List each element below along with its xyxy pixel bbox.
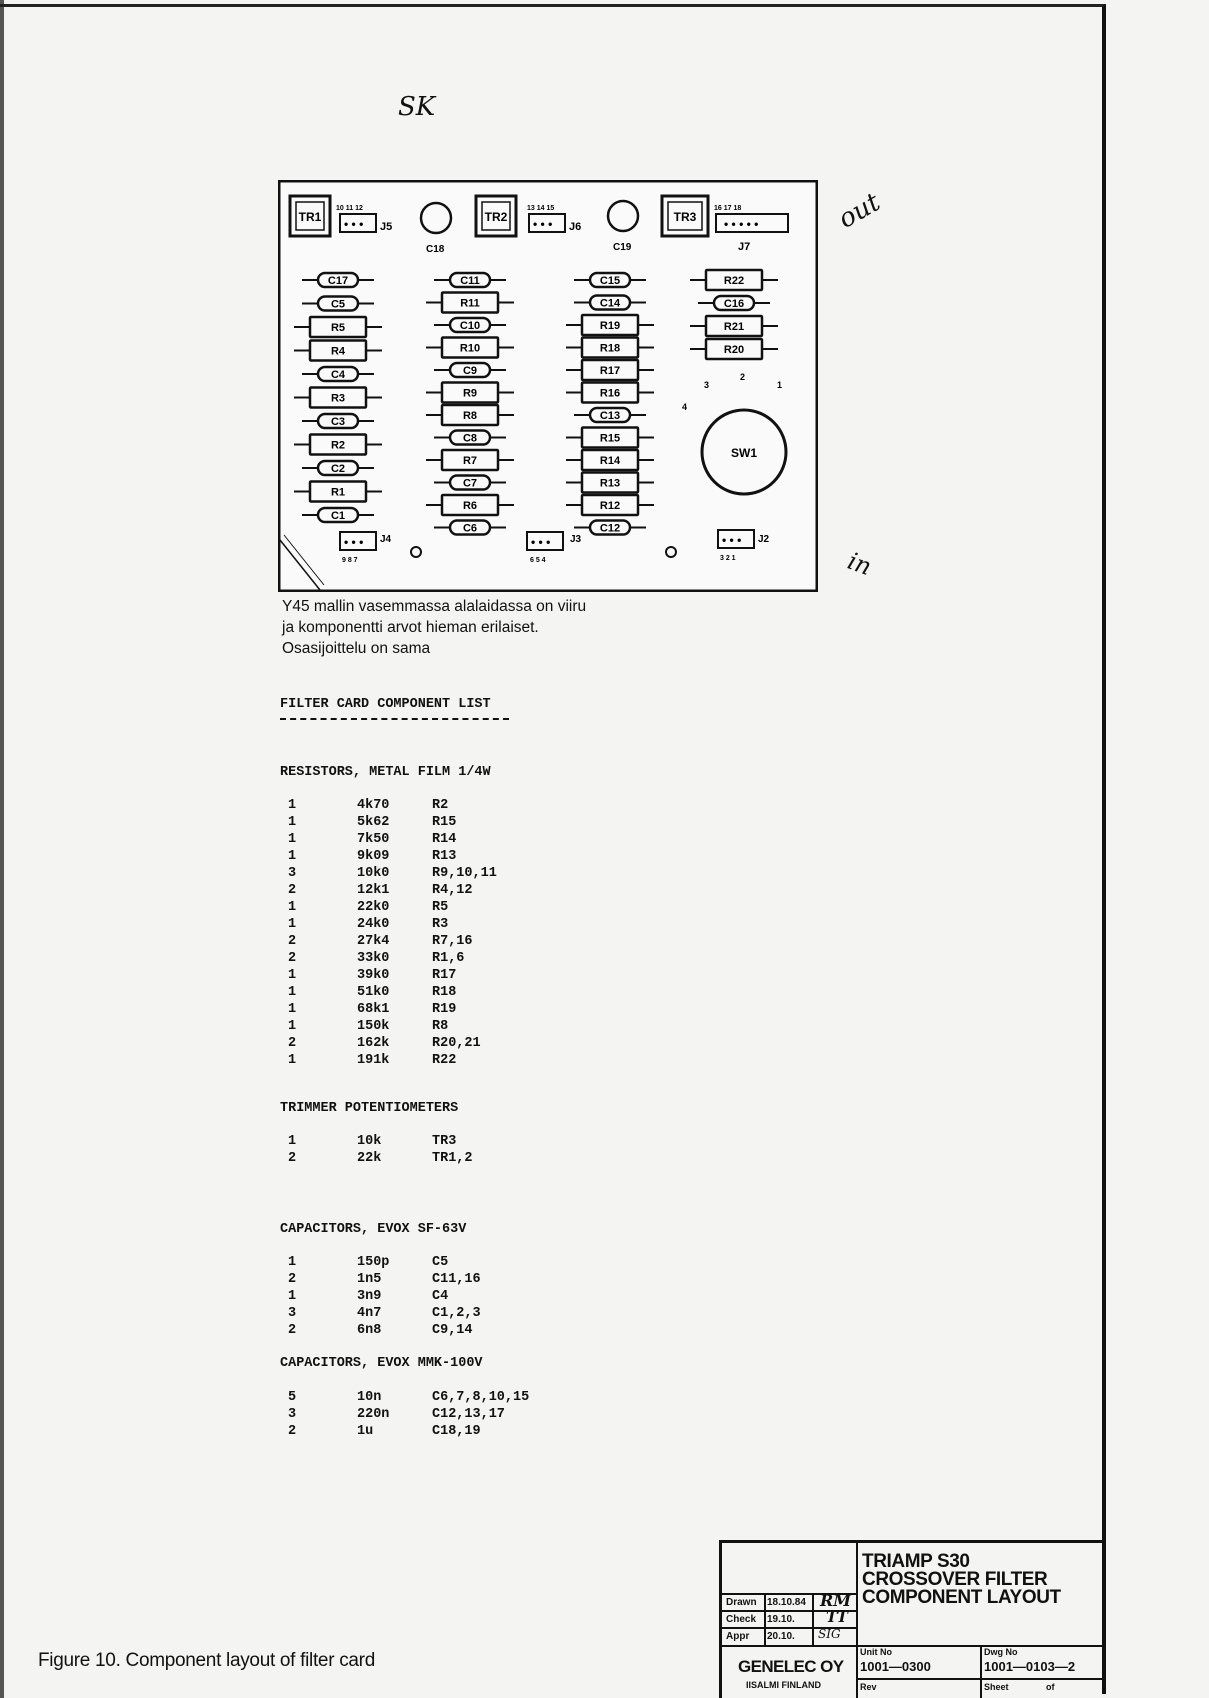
qty-cell: 2 bbox=[288, 934, 297, 949]
ref-cell: R19 bbox=[432, 1002, 457, 1017]
unit-no-value: 1001—0300 bbox=[860, 1659, 931, 1674]
label-r8: R8 bbox=[462, 410, 478, 422]
label-sw1: SW1 bbox=[730, 446, 758, 460]
svg-text:• • • • •: • • • • • bbox=[724, 217, 759, 231]
qty-cell: 2 bbox=[288, 883, 297, 898]
ref-cell: TR1,2 bbox=[432, 1151, 473, 1166]
qty-cell: 1 bbox=[288, 815, 297, 830]
qty-cell: 2 bbox=[288, 1036, 297, 1051]
label-r21: R21 bbox=[723, 321, 745, 333]
value-cell: 27k4 bbox=[357, 934, 390, 949]
handwritten-mark-top: SK bbox=[398, 92, 436, 122]
capacitors-sf-heading: CAPACITORS, EVOX SF-63V bbox=[280, 1222, 467, 1237]
note-line-1: Y45 mallin vasemmassa alalaidassa on viiru bbox=[282, 598, 587, 615]
label-c6: C6 bbox=[462, 522, 478, 535]
label-c4: C4 bbox=[330, 369, 346, 381]
value-cell: 22k bbox=[357, 1151, 382, 1166]
dwg-no-value: 1001—0103—2 bbox=[984, 1659, 1076, 1674]
value-cell: 10k bbox=[357, 1134, 382, 1149]
component-list-title: FILTER CARD COMPONENT LIST bbox=[280, 697, 491, 712]
label-r20: R20 bbox=[723, 344, 745, 356]
label-c16: C16 bbox=[723, 298, 745, 310]
ref-cell: R17 bbox=[432, 968, 457, 983]
ref-cell: R1,6 bbox=[432, 951, 465, 966]
label-r5: R5 bbox=[330, 322, 346, 334]
label-r19: R19 bbox=[599, 320, 621, 332]
trimmer-tr2 bbox=[476, 196, 516, 236]
title-underline bbox=[280, 718, 509, 720]
label-j4: J4 bbox=[380, 534, 392, 545]
label-c1: C1 bbox=[330, 510, 346, 522]
ref-cell: R18 bbox=[432, 985, 457, 1000]
sw-pin-4: 4 bbox=[682, 402, 688, 412]
label-c8: C8 bbox=[462, 432, 478, 445]
ref-cell: R20,21 bbox=[432, 1036, 481, 1051]
qty-cell: 1 bbox=[288, 917, 297, 932]
qty-cell: 2 bbox=[288, 1424, 297, 1439]
ref-cell: C12,13,17 bbox=[432, 1407, 505, 1422]
drawn-label: Drawn bbox=[726, 1597, 757, 1608]
value-cell: 3n9 bbox=[357, 1289, 382, 1304]
label-c12: C12 bbox=[599, 522, 621, 535]
label-c19: C19 bbox=[613, 242, 632, 253]
svg-text:• • •: • • • bbox=[531, 535, 551, 549]
sheet-label: Sheet bbox=[984, 1682, 1009, 1692]
label-tr1: TR1 bbox=[298, 210, 322, 224]
value-cell: 10n bbox=[357, 1390, 382, 1405]
ref-cell: R9,10,11 bbox=[432, 866, 497, 881]
label-c9: C9 bbox=[462, 365, 478, 377]
label-j3: J3 bbox=[570, 534, 582, 545]
value-cell: 7k50 bbox=[357, 832, 390, 847]
svg-text:• • •: • • • bbox=[722, 533, 742, 547]
tb-divider-v bbox=[856, 1540, 858, 1698]
value-cell: 12k1 bbox=[357, 883, 390, 898]
label-r3: R3 bbox=[330, 392, 346, 405]
value-cell: 5k62 bbox=[357, 815, 390, 830]
note-line-2: ja komponentti arvot hieman erilaiset. bbox=[282, 619, 539, 636]
drawn-initials: RM bbox=[820, 1591, 852, 1610]
capacitors-mmk-heading: CAPACITORS, EVOX MMK-100V bbox=[280, 1356, 483, 1371]
label-r16: R16 bbox=[599, 387, 621, 400]
value-cell: 9k09 bbox=[357, 849, 390, 864]
ref-cell: R15 bbox=[432, 815, 457, 830]
title-line-2: CROSSOVER FILTER bbox=[862, 1569, 1048, 1590]
label-r18: R18 bbox=[599, 342, 621, 355]
pins-j7: 16 17 18 bbox=[714, 205, 742, 212]
label-r9: R9 bbox=[462, 387, 478, 400]
ref-cell: C6,7,8,10,15 bbox=[432, 1390, 530, 1405]
qty-cell: 3 bbox=[288, 866, 297, 881]
tb-divider-v4 bbox=[980, 1645, 982, 1698]
qty-cell: 5 bbox=[288, 1390, 297, 1405]
tb-divider-v2 bbox=[764, 1593, 766, 1645]
ref-cell: R22 bbox=[432, 1053, 457, 1068]
appr-signature: SIG bbox=[818, 1627, 841, 1641]
label-r11: R11 bbox=[460, 297, 480, 310]
label-j6: J6 bbox=[569, 221, 582, 233]
label-j7: J7 bbox=[738, 241, 751, 253]
qty-cell: 1 bbox=[288, 900, 297, 915]
qty-cell: 2 bbox=[288, 1272, 297, 1287]
unit-no-label: Unit No bbox=[860, 1647, 892, 1657]
label-c10: C10 bbox=[459, 320, 481, 332]
label-r1: R1 bbox=[330, 486, 346, 499]
label-r2: R2 bbox=[330, 439, 346, 452]
of-label: of bbox=[1046, 1682, 1055, 1692]
qty-cell: 2 bbox=[288, 951, 297, 966]
sw-pin-1: 1 bbox=[777, 380, 783, 390]
pins-j4: 9 8 7 bbox=[342, 557, 358, 564]
ref-cell: C18,19 bbox=[432, 1424, 481, 1439]
label-r22: R22 bbox=[723, 275, 745, 287]
ref-cell: C9,14 bbox=[432, 1323, 473, 1338]
tb-divider-h4 bbox=[722, 1645, 1106, 1647]
qty-cell: 1 bbox=[288, 832, 297, 847]
ref-cell: R7,16 bbox=[432, 934, 473, 949]
ref-cell: R3 bbox=[432, 917, 449, 932]
qty-cell: 1 bbox=[288, 985, 297, 1000]
drawn-date: 18.10.84 bbox=[767, 1597, 806, 1608]
value-cell: 150p bbox=[357, 1255, 390, 1270]
handwritten-out-label: out bbox=[833, 187, 886, 235]
label-c17: C17 bbox=[327, 275, 349, 287]
ref-cell: R4,12 bbox=[432, 883, 473, 898]
label-tr2: TR2 bbox=[484, 210, 508, 224]
title-line-1: TRIAMP S30 bbox=[862, 1551, 970, 1572]
value-cell: 1n5 bbox=[357, 1272, 382, 1287]
ref-cell: C5 bbox=[432, 1255, 449, 1270]
trimmers-heading: TRIMMER POTENTIOMETERS bbox=[280, 1101, 459, 1116]
qty-cell: 1 bbox=[288, 849, 297, 864]
label-c5: C5 bbox=[330, 298, 346, 311]
qty-cell: 1 bbox=[288, 1134, 297, 1149]
check-date: 19.10. bbox=[767, 1614, 795, 1625]
label-c7: C7 bbox=[462, 477, 478, 490]
handwritten-note-block bbox=[282, 596, 586, 659]
label-c3: C3 bbox=[330, 416, 346, 428]
label-r15: R15 bbox=[599, 432, 621, 445]
label-r12: R12 bbox=[599, 500, 621, 512]
company-name: GENELEC OY bbox=[738, 1657, 844, 1676]
value-cell: 4k70 bbox=[357, 798, 390, 813]
qty-cell: 2 bbox=[288, 1151, 297, 1166]
value-cell: 51k0 bbox=[357, 985, 390, 1000]
qty-cell: 1 bbox=[288, 968, 297, 983]
value-cell: 10k0 bbox=[357, 866, 390, 881]
qty-cell: 1 bbox=[288, 1255, 297, 1270]
label-c15: C15 bbox=[599, 275, 621, 287]
label-tr3: TR3 bbox=[673, 210, 697, 224]
ref-cell: R5 bbox=[432, 900, 449, 915]
label-c18: C18 bbox=[426, 244, 445, 255]
pins-j6: 13 14 15 bbox=[527, 205, 555, 212]
ref-cell: C4 bbox=[432, 1289, 449, 1304]
check-label: Check bbox=[726, 1614, 757, 1625]
ref-cell: R13 bbox=[432, 849, 457, 864]
note-line-3: Osasijoittelu on sama bbox=[282, 640, 431, 657]
qty-cell: 1 bbox=[288, 1289, 297, 1304]
appr-date: 20.10. bbox=[767, 1631, 795, 1642]
svg-text:• • •: • • • bbox=[533, 217, 553, 231]
ref-cell: C11,16 bbox=[432, 1272, 481, 1287]
check-initials: TT bbox=[826, 1608, 848, 1626]
qty-cell: 3 bbox=[288, 1407, 297, 1422]
trimmer-tr1 bbox=[290, 196, 330, 236]
ref-cell: R8 bbox=[432, 1019, 449, 1034]
pins-j5: 10 11 12 bbox=[336, 205, 363, 212]
label-r10: R10 bbox=[459, 342, 481, 355]
ref-cell: C1,2,3 bbox=[432, 1306, 481, 1321]
appr-label: Appr bbox=[726, 1631, 750, 1642]
qty-cell: 1 bbox=[288, 798, 297, 813]
svg-text:• • •: • • • bbox=[344, 217, 364, 231]
company-location: IISALMI FINLAND bbox=[746, 1680, 821, 1690]
value-cell: 6n8 bbox=[357, 1323, 382, 1338]
qty-cell: 1 bbox=[288, 1002, 297, 1017]
rev-label: Rev bbox=[860, 1682, 877, 1692]
value-cell: 68k1 bbox=[357, 1002, 390, 1017]
ref-cell: TR3 bbox=[432, 1134, 457, 1149]
title-line-3: COMPONENT LAYOUT bbox=[862, 1587, 1061, 1608]
value-cell: 220n bbox=[357, 1407, 390, 1422]
ref-cell: R2 bbox=[432, 798, 449, 813]
qty-cell: 1 bbox=[288, 1053, 297, 1068]
label-c2: C2 bbox=[330, 463, 346, 475]
qty-cell: 3 bbox=[288, 1306, 297, 1321]
handwritten-in-label: in bbox=[843, 546, 876, 582]
svg-text:• • •: • • • bbox=[344, 535, 364, 549]
label-r13: R13 bbox=[599, 477, 621, 490]
title-block-heading bbox=[862, 1553, 1061, 1607]
pins-j3: 6 5 4 bbox=[530, 557, 546, 564]
value-cell: 22k0 bbox=[357, 900, 390, 915]
value-cell: 150k bbox=[357, 1019, 390, 1034]
label-c13: C13 bbox=[599, 410, 621, 422]
qty-cell: 2 bbox=[288, 1323, 297, 1338]
label-r4: R4 bbox=[330, 345, 346, 358]
qty-cell: 1 bbox=[288, 1019, 297, 1034]
dwg-no-label: Dwg No bbox=[984, 1647, 1018, 1657]
label-r7: R7 bbox=[462, 455, 478, 467]
resistors-heading: RESISTORS, METAL FILM 1/4W bbox=[280, 765, 491, 780]
label-r17: R17 bbox=[599, 365, 621, 377]
value-cell: 1u bbox=[357, 1424, 374, 1439]
label-j5: J5 bbox=[380, 221, 393, 233]
label-r6: R6 bbox=[462, 500, 478, 512]
label-r14: R14 bbox=[599, 455, 621, 467]
pins-j2: 3 2 1 bbox=[720, 555, 736, 562]
tb-divider-v3 bbox=[812, 1593, 814, 1645]
value-cell: 39k0 bbox=[357, 968, 390, 983]
label-j2: J2 bbox=[758, 534, 770, 545]
figure-caption: Figure 10. Component layout of filter card bbox=[38, 1650, 375, 1671]
value-cell: 191k bbox=[357, 1053, 390, 1068]
value-cell: 4n7 bbox=[357, 1306, 382, 1321]
value-cell: 33k0 bbox=[357, 951, 390, 966]
sw-pin-3: 3 bbox=[704, 380, 710, 390]
label-c11: C11 bbox=[460, 275, 480, 287]
value-cell: 24k0 bbox=[357, 917, 390, 932]
value-cell: 162k bbox=[357, 1036, 390, 1051]
pcb-layout-drawing bbox=[278, 180, 818, 592]
label-c14: C14 bbox=[599, 297, 621, 310]
ref-cell: R14 bbox=[432, 832, 457, 847]
sw-pin-2: 2 bbox=[740, 372, 746, 382]
